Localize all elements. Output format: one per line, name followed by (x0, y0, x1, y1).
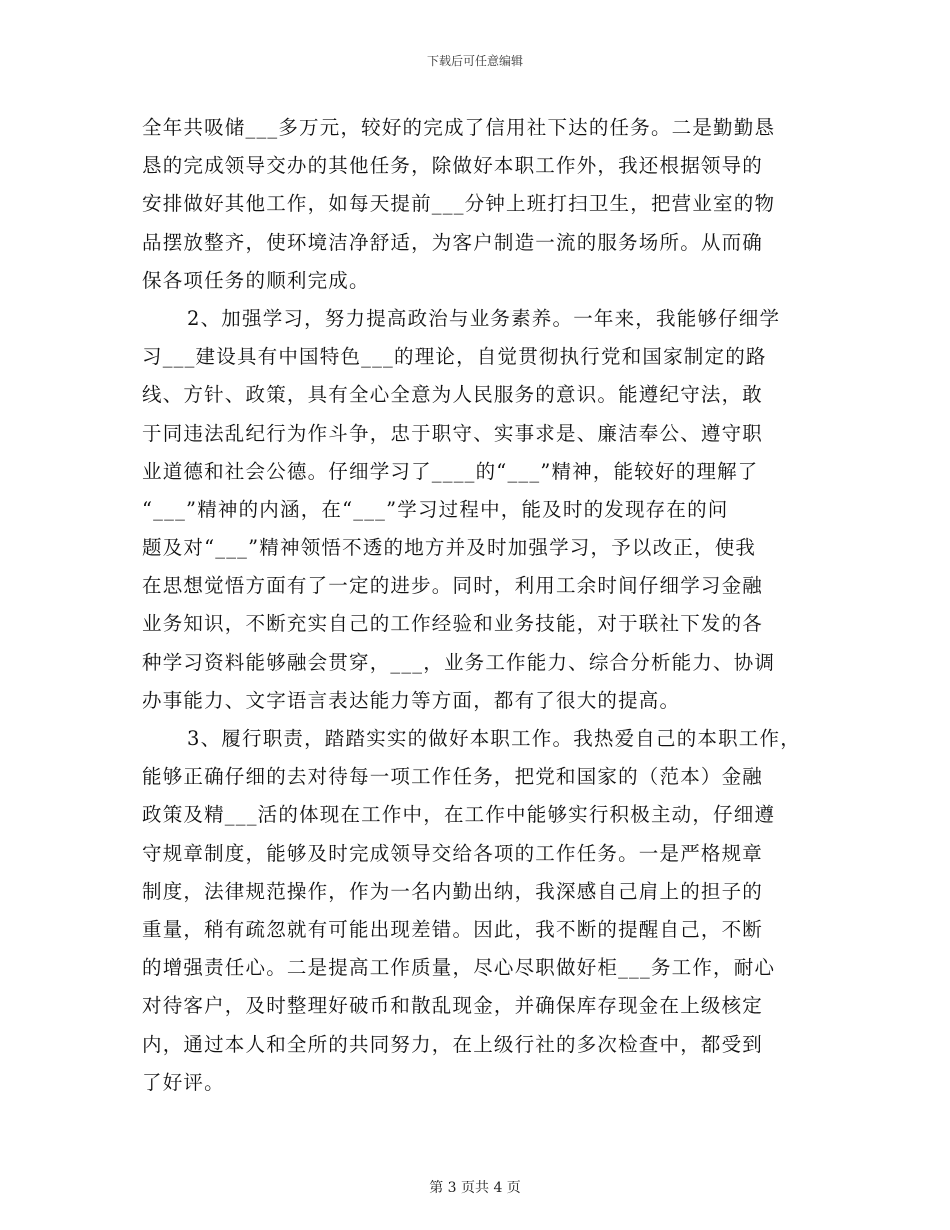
body-line: 业道德和社会公德。仔细学习了____的“___”精神，能较好的理解了 (142, 459, 759, 483)
body-line: 恳的完成领导交办的其他任务，除做好本职工作外，我还根据领导的 (142, 154, 764, 178)
body-line: 办事能力、文字语言表达能力等方面，都有了很大的提高。 (142, 688, 681, 712)
body-line: 于同违法乱纪行为作斗争，忠于职守、实事求是、廉洁奉公、遵守职 (142, 421, 764, 445)
body-line: 安排做好其他工作，如每天提前___分钟上班打扫卫生，把营业室的物 (142, 192, 776, 216)
body-line: 品摆放整齐，使环境洁净舒适，为客户制造一流的服务场所。从而确 (142, 230, 764, 254)
body-line: 在思想觉悟方面有了一定的进步。同时，利用工余时间仔细学习金融 (142, 574, 764, 598)
document-body (142, 113, 822, 1106)
body-line: 能够正确仔细的去对待每一项工作任务，把党和国家的（范本）金融 (142, 765, 764, 789)
body-line: 制度，法律规范操作，作为一名内勤出纳，我深感自己肩上的担子的 (142, 879, 764, 903)
body-line: 的增强责任心。二是提高工作质量，尽心尽职做好柜___务工作，耐心 (142, 956, 776, 980)
page-header: 下载后可任意编辑 (426, 54, 523, 68)
body-line: 2、加强学习，努力提高政治与业务素养。一年来，我能够仔细学 (187, 306, 781, 330)
body-line: 守规章制度，能够及时完成领导交给各项的工作任务。一是严格规章 (142, 841, 764, 865)
body-line: 保各项任务的顺利完成。 (142, 268, 370, 292)
page-number: 第 3 页共 4 页 (429, 1180, 521, 1196)
body-line: 全年共吸储___多万元，较好的完成了信用社下达的任务。二是勤勤恳 (142, 116, 776, 139)
body-line: “___”精神的内涵，在“___”学习过程中，能及时的发现存在的问 (142, 497, 729, 521)
body-line: 种学习资料能够融会贯穿，___，业务工作能力、综合分析能力、协调 (142, 650, 776, 674)
body-line: 习___建设具有中国特色___的理论，自觉贯彻执行党和国家制定的路 (142, 345, 767, 369)
body-line: 业务知识，不断充实自己的工作经验和业务技能，对于联社下发的各 (142, 612, 764, 636)
body-line: 了好评。 (142, 1070, 225, 1094)
body-line: 内，通过本人和全所的共同努力，在上级行社的多次检查中，都受到 (142, 1032, 764, 1056)
body-line: 3、履行职责，踏踏实实的做好本职工作。我热爱自己的本职工作， (187, 727, 801, 750)
body-line: 对待客户，及时整理好破币和散乱现金，并确保库存现金在上级核定 (142, 994, 764, 1018)
body-line: 政策及精___活的体现在工作中，在工作中能够实行积极主动，仔细遵 (142, 803, 776, 827)
body-line: 重量，稍有疏忽就有可能出现差错。因此，我不断的提醒自己，不断 (142, 917, 764, 941)
body-line: 线、方针、政策，具有全心全意为人民服务的意识。能遵纪守法，敢 (142, 383, 764, 407)
body-line: 题及对“___”精神领悟不透的地方并及时加强学习，予以改正，使我 (142, 536, 757, 560)
